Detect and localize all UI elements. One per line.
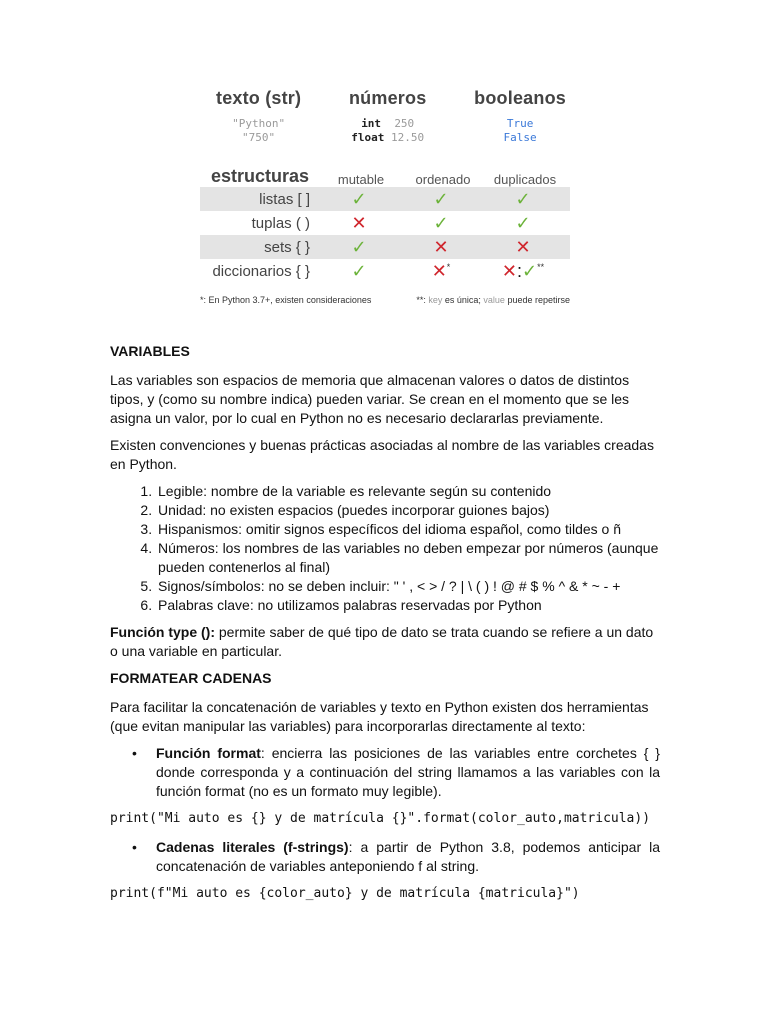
check-icon: ✓	[515, 188, 531, 209]
type-function-text: permite saber de qué tipo de dato se trata cuando se refiere a un dato o una variable en particular.	[110, 624, 654, 659]
variables-heading: VARIABLES	[110, 343, 190, 359]
footnote-key: key	[428, 295, 443, 305]
footnote-value: value	[483, 295, 505, 305]
type-text-column	[216, 88, 301, 145]
structures-header	[200, 163, 570, 187]
bullet-bold: Cadenas literales (f-strings)	[156, 839, 349, 855]
footnote-right	[416, 295, 570, 305]
type-numbers-column	[349, 88, 426, 145]
separator: :	[516, 260, 522, 281]
footnote-left: *: En Python 3.7+, existen consideraciones	[200, 295, 372, 305]
row-label: tuplas ( )	[251, 214, 310, 232]
row-sets	[200, 235, 570, 259]
cross-icon: ✕	[351, 212, 367, 233]
float-value: 12.50	[391, 131, 425, 144]
list-item: 3. Hispanismos: omitir signos específicos del idioma español, como tildes o ñ	[156, 520, 660, 539]
int-keyword: int	[361, 117, 382, 130]
list-item: 5. Signos/símbolos: no se deben incluir: " ' , < > / ? | \ ( ) ! @ # $ % ^ & * ~ - +	[156, 577, 660, 596]
figure-footnotes	[200, 295, 570, 305]
footnote-text-1: es única;	[444, 295, 481, 305]
check-icon: ✓	[351, 260, 367, 281]
cross-icon: ✕	[431, 260, 447, 281]
cross-icon: ✕	[433, 236, 449, 257]
check-icon: ✓	[522, 260, 538, 281]
footnote-text-2: puede repetirse	[507, 295, 570, 305]
format-heading: FORMATEAR CADENAS	[110, 670, 272, 686]
type-function-paragraph	[110, 623, 660, 661]
document-body	[110, 342, 660, 913]
conventions-paragraph: Existen convenciones y buenas prácticas asociadas al nombre de las variables creadas en Python.	[110, 437, 654, 472]
bool-true: True	[506, 117, 534, 130]
list-item: 1. Legible: nombre de la variable es relevante según su contenido	[156, 482, 660, 501]
check-icon: ✓	[351, 188, 367, 209]
list-item: 2. Unidad: no existen espacios (puedes incorporar guiones bajos)	[156, 501, 660, 520]
bullet-icon: •	[132, 839, 137, 855]
structures-table	[200, 163, 570, 305]
check-icon: ✓	[515, 212, 531, 233]
int-example	[349, 117, 426, 131]
bool-false: False	[503, 131, 537, 144]
col-mutable: mutable	[337, 172, 385, 187]
footnote-mark: **	[537, 261, 545, 272]
list-item: 4. Números: los nombres de las variables no deben empezar por números (aunque pueden contenerlos al final)	[156, 539, 660, 577]
int-value: 250	[394, 117, 415, 130]
data-types-row	[200, 88, 570, 145]
code-fstring-example: print(f"Mi auto es {color_auto} y de matrícula {matricula}")	[110, 886, 580, 901]
row-label: listas [ ]	[259, 190, 310, 208]
row-label: sets { }	[264, 238, 310, 256]
code-format-example: print("Mi auto es {} y de matrícula {}".format(color_auto,matricula))	[110, 811, 651, 826]
structures-title: estructuras	[210, 166, 310, 186]
type-header-numbers: números	[348, 88, 427, 108]
conventions-list	[110, 482, 660, 615]
variables-paragraph: Las variables son espacios de memoria que almacenan valores o datos de distintos tipos, y (como su nombre indica) pueden variar. Se crean en el momento que se les asigna un valor, por lo cual en Python no es necesario declararlas previamente.	[110, 372, 630, 426]
cross-icon: ✕	[515, 236, 531, 257]
python-types-figure	[200, 88, 570, 305]
list-item: 6. Palabras clave: no utilizamos palabras reservadas por Python	[156, 596, 660, 615]
check-icon: ✓	[433, 188, 449, 209]
bullet-text: : a partir de Python 3.8, podemos anticipar la concatenación de variables anteponiendo f al string.	[156, 839, 660, 874]
bullet-text: : encierra las posiciones de las variables entre corchetes { } donde corresponda y a continuación del string llamamos a las variables con la función format (no es un formato muy legible).	[156, 745, 660, 799]
format-paragraph: Para facilitar la concatenación de variables y texto en Python existen dos herramientas (que evitan manipular las variables) para incorporarlas directamente al texto:	[110, 699, 649, 734]
type-function-label: Función type ():	[110, 624, 215, 640]
row-tuplas	[200, 211, 570, 235]
row-label: diccionarios { }	[212, 262, 310, 280]
bullet-fstrings	[132, 838, 660, 876]
check-icon: ✓	[351, 236, 367, 257]
footnote-mark: *	[446, 261, 451, 272]
row-diccionarios	[200, 259, 570, 283]
row-listas	[200, 187, 570, 211]
format-bullets-2	[110, 838, 660, 876]
float-keyword: float	[351, 131, 385, 144]
bullet-format	[132, 744, 660, 801]
type-header-str: texto (str)	[216, 88, 302, 108]
str-example-1: "Python"	[232, 117, 286, 130]
str-example-2: "750"	[242, 131, 276, 144]
float-example	[349, 131, 426, 145]
dict-ordenado-cell	[400, 261, 482, 282]
bullet-bold: Función format	[156, 745, 261, 761]
col-ordenado: ordenado	[415, 172, 471, 187]
type-bool-column	[474, 88, 566, 145]
format-bullets-1	[110, 744, 660, 801]
col-duplicados: duplicados	[493, 172, 557, 187]
cross-icon: ✕	[501, 260, 517, 281]
footnote-marker: **:	[416, 295, 426, 305]
bullet-icon: •	[132, 745, 137, 761]
type-header-booleans: booleanos	[474, 88, 566, 108]
check-icon: ✓	[433, 212, 449, 233]
dict-duplicados-cell	[482, 261, 564, 282]
